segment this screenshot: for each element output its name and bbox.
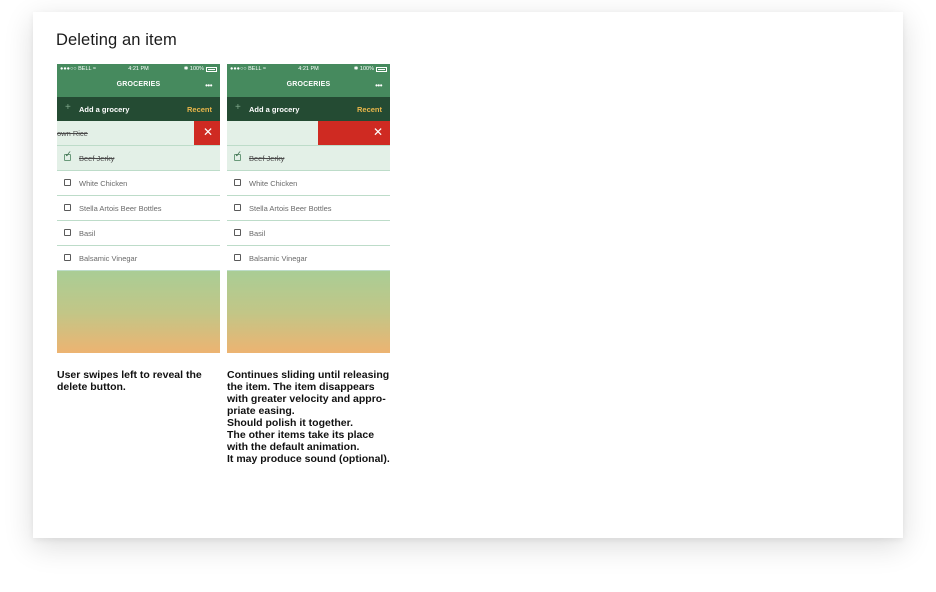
caption-line: priate easing. (227, 405, 295, 417)
caption-line: delete button. (57, 381, 126, 393)
checkbox[interactable] (234, 204, 241, 211)
list-item[interactable] (227, 171, 390, 196)
checkbox[interactable] (64, 254, 71, 261)
add-grocery-label: Add a grocery (249, 105, 300, 114)
checkbox[interactable] (64, 204, 71, 211)
list-item-label: Stella Artois Beer Bottles (79, 204, 162, 213)
caption-step-1 (57, 369, 217, 393)
checkbox[interactable] (234, 229, 241, 236)
list-item[interactable] (227, 196, 390, 221)
nav-bar (227, 75, 390, 97)
list-item-label: White Chicken (249, 179, 298, 188)
swiped-item-label: own Rice (57, 129, 88, 138)
checkmark-icon: ✓ (64, 149, 73, 159)
caption-line: Continues sliding until releasing (227, 369, 390, 381)
status-time: 4:21 PM (298, 66, 319, 72)
checkbox[interactable] (234, 179, 241, 186)
swiped-list-item[interactable] (57, 121, 220, 146)
caption-line: Should polish it together. (227, 417, 353, 429)
checkbox[interactable] (64, 179, 71, 186)
delete-button[interactable] (194, 121, 220, 145)
delete-button[interactable] (318, 121, 390, 145)
nav-bar (57, 75, 220, 97)
list-item-label: Balsamic Vinegar (79, 254, 138, 263)
battery-icon (206, 67, 217, 72)
caption-line: the item. The item disappears (227, 381, 375, 393)
checkbox[interactable] (64, 229, 71, 236)
list-item[interactable] (57, 246, 220, 271)
battery-percent: ✱ 100% (183, 66, 204, 72)
swiped-list-item[interactable] (227, 121, 390, 146)
caption-line: with greater velocity and appro- (227, 393, 386, 405)
list-item-label: White Chicken (79, 179, 128, 188)
list-item-label: Basil (249, 229, 266, 238)
phone-screen-1 (57, 64, 220, 353)
list-item-label: Balsamic Vinegar (249, 254, 308, 263)
background-gradient (227, 271, 390, 353)
status-bar (57, 64, 220, 75)
plus-icon: + (235, 102, 241, 113)
carrier-signal: ●●●○○ BELL ≈ (230, 66, 266, 72)
list-item[interactable] (57, 171, 220, 196)
battery-percent: ✱ 100% (353, 66, 374, 72)
caption-line: with the default animation. (227, 441, 360, 453)
caption-step-2 (227, 369, 397, 465)
list-item[interactable] (227, 146, 390, 171)
more-icon[interactable]: ••• (205, 81, 212, 90)
add-grocery-bar[interactable] (57, 97, 220, 121)
nav-title: GROCERIES (116, 81, 161, 88)
list-item-label: Stella Artois Beer Bottles (249, 204, 332, 213)
list-item-label: Beef Jerky (249, 154, 285, 163)
caption-line: It may produce sound (optional). (227, 453, 390, 465)
caption-line: User swipes left to reveal the (57, 369, 202, 381)
recent-button[interactable]: Recent (356, 105, 382, 114)
status-time: 4:21 PM (128, 66, 149, 72)
close-icon: ✕ (372, 125, 383, 139)
list-item[interactable] (227, 221, 390, 246)
checkmark-icon: ✓ (234, 149, 243, 159)
caption-line: The other items take its place (227, 429, 375, 441)
list-item[interactable] (57, 221, 220, 246)
close-icon: ✕ (202, 125, 213, 139)
presentation-card (33, 12, 903, 538)
more-icon[interactable]: ••• (375, 81, 382, 90)
plus-icon: + (65, 102, 71, 113)
list-item-label: Basil (79, 229, 96, 238)
add-grocery-label: Add a grocery (79, 105, 130, 114)
list-item-label: Beef Jerky (79, 154, 115, 163)
carrier-signal: ●●●○○ BELL ≈ (60, 66, 96, 72)
add-grocery-bar[interactable] (227, 97, 390, 121)
list-item[interactable] (57, 196, 220, 221)
battery-icon (376, 67, 387, 72)
nav-title: GROCERIES (286, 81, 331, 88)
checkbox[interactable] (234, 254, 241, 261)
phone-screen-2 (227, 64, 390, 353)
background-gradient (57, 271, 220, 353)
recent-button[interactable]: Recent (186, 105, 212, 114)
list-item[interactable] (227, 246, 390, 271)
list-item[interactable] (57, 146, 220, 171)
page-title: Deleting an item (56, 31, 177, 49)
status-bar (227, 64, 390, 75)
